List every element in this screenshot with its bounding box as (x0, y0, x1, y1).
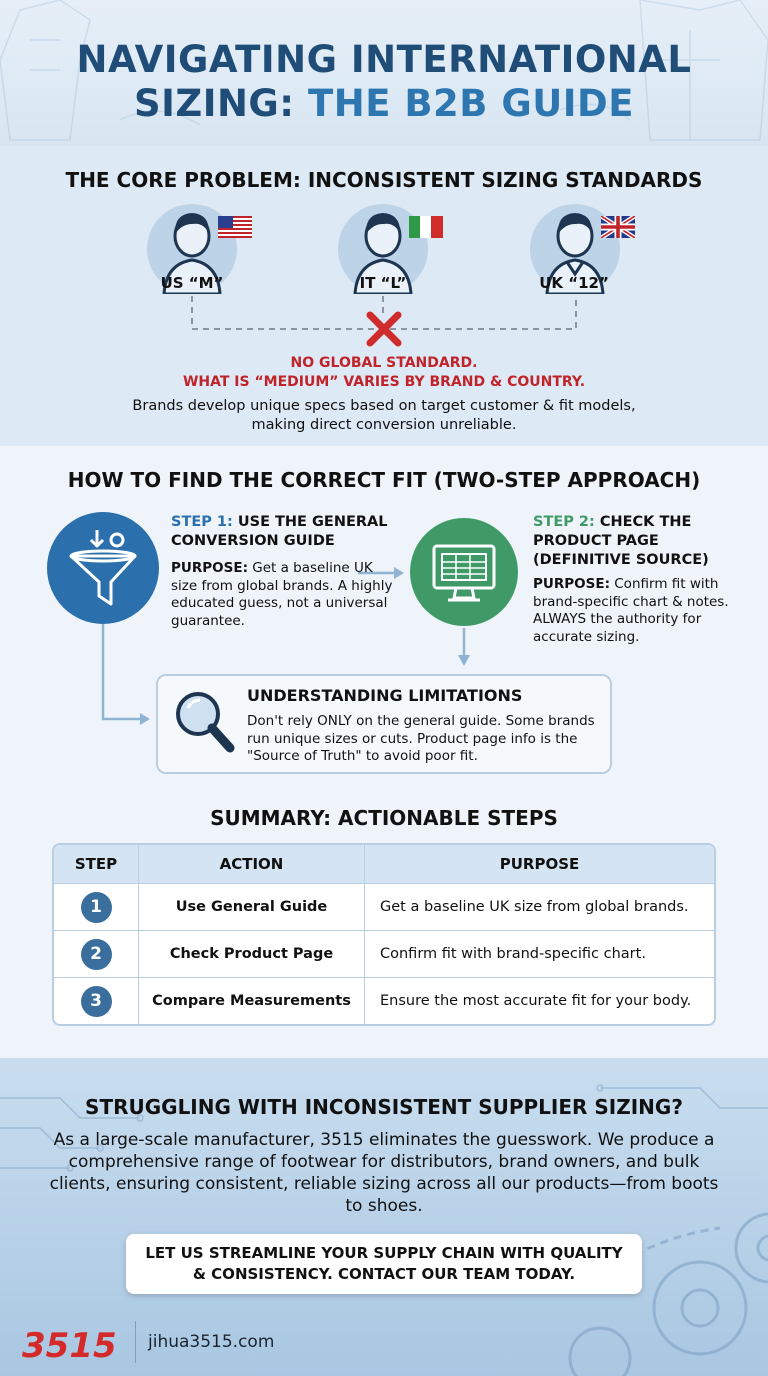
step1-title (171, 513, 401, 551)
step1-purpose-label: PURPOSE: (171, 560, 248, 576)
step2-purpose-text: Confirm fit with brand-specific chart & notes. ALWAYS the authority for accurate sizing. (533, 576, 729, 645)
header-banner (0, 0, 768, 146)
step1-title-a: USE THE GENERAL (232, 514, 388, 530)
title-line-2 (0, 82, 768, 126)
action-cell: Compare Measurements (139, 978, 365, 1024)
website-link[interactable]: jihua3515.com (148, 1332, 275, 1352)
logo-text: 3515 (22, 1326, 117, 1364)
cta-box-text (145, 1243, 622, 1285)
contact-cta-button[interactable] (126, 1234, 642, 1294)
cta-box-line-2: & CONSISTENCY. CONTACT OUR TEAM TODAY. (192, 1265, 576, 1283)
step2-purpose (533, 576, 758, 646)
explanation-text (0, 397, 768, 435)
step1-number: STEP 1: (171, 514, 233, 530)
table-header-row (54, 845, 714, 883)
title-line-2-a: SIZING: (133, 82, 308, 125)
step2-title-b: PRODUCT PAGE (533, 533, 659, 549)
limitations-box (156, 674, 612, 774)
step2-title-a: CHECK THE (594, 514, 692, 530)
column-header-action: ACTION (139, 845, 365, 883)
purpose-cell: Get a baseline UK size from global brands. (380, 899, 689, 915)
limitations-body: Don't rely ONLY on the general guide. Some brands run unique sizes or cuts. Product page info is the "Source of Truth" to avoid poor fit. (247, 713, 595, 764)
step-cell (54, 884, 139, 930)
cta-section (0, 1058, 768, 1376)
step-number-badge: 2 (81, 939, 112, 970)
step2-title-c: (DEFINITIVE SOURCE) (533, 552, 709, 568)
purpose-cell: Confirm fit with brand-specific chart. (380, 946, 646, 962)
no-standard-alert (0, 354, 768, 392)
column-header-purpose: PURPOSE (499, 855, 580, 873)
step2-number: STEP 2: (533, 514, 595, 530)
cta-heading: STRUGGLING WITH INCONSISTENT SUPPLIER SIZING? (85, 1095, 683, 1119)
cta-box-line-1: LET US STREAMLINE YOUR SUPPLY CHAIN WITH QUALITY (145, 1244, 623, 1262)
uk-flag-icon (601, 216, 635, 238)
explanation-line-1: Brands develop unique specs based on target customer & fit models, (132, 398, 636, 414)
table-row (54, 930, 714, 977)
magnifier-icon (172, 688, 236, 758)
page-title (0, 38, 768, 126)
step-cell (54, 978, 139, 1024)
step1-purpose (171, 560, 393, 630)
monitor-chart-icon (410, 518, 518, 626)
cta-body: As a large-scale manufacturer, 3515 eliminates the guesswork. We produce a comprehensive range of footwear for distributors, brand owners, and bulk clients, ensuring consistent, reliable sizing across all our products—from boots to shoes. (49, 1130, 719, 1216)
summary-table (52, 843, 716, 1026)
size-label-uk: UK “12” (539, 274, 609, 292)
title-line-1: NAVIGATING INTERNATIONAL (76, 38, 692, 81)
red-x-icon (364, 309, 404, 349)
footer-divider (135, 1321, 136, 1363)
step1-purpose-text: Get a baseline UK size from global brands. A highly educated guess, not a universal guarantee. (171, 560, 393, 629)
italy-flag-icon (409, 216, 443, 238)
explanation-line-2: making direct conversion unreliable. (251, 417, 517, 433)
step1-icon-circle (47, 512, 159, 624)
core-problem-section (0, 146, 768, 446)
purpose-cell: Ensure the most accurate fit for your body. (380, 993, 692, 1009)
step-number-badge: 1 (81, 892, 112, 923)
approach-section (0, 446, 768, 1058)
size-label-it: IT “L” (359, 274, 407, 292)
size-label-us: US “M” (160, 274, 224, 292)
step2-purpose-label: PURPOSE: (533, 576, 610, 592)
approach-heading: HOW TO FIND THE CORRECT FIT (TWO-STEP APPROACH) (67, 468, 701, 492)
core-problem-heading: THE CORE PROBLEM: INCONSISTENT SIZING STANDARDS (65, 168, 703, 192)
step1-title-b: CONVERSION GUIDE (171, 533, 335, 549)
table-row (54, 977, 714, 1024)
step2-icon-circle (410, 518, 518, 626)
summary-heading: SUMMARY: ACTIONABLE STEPS (210, 806, 558, 830)
title-line-2-b: THE B2B GUIDE (307, 82, 635, 125)
action-cell: Use General Guide (139, 884, 365, 930)
step-cell (54, 931, 139, 977)
step2-title (533, 513, 753, 570)
limitations-title: UNDERSTANDING LIMITATIONS (247, 686, 523, 705)
funnel-icon (47, 512, 159, 624)
brand-logo (20, 1324, 124, 1364)
step-number-badge: 3 (81, 986, 112, 1017)
us-flag-icon (218, 216, 252, 238)
table-row (54, 883, 714, 930)
alert-line-2: WHAT IS “MEDIUM” VARIES BY BRAND & COUNTRY. (182, 374, 586, 390)
column-header-step: STEP (54, 845, 139, 883)
alert-line-1: NO GLOBAL STANDARD. (290, 355, 478, 371)
action-cell: Check Product Page (139, 931, 365, 977)
